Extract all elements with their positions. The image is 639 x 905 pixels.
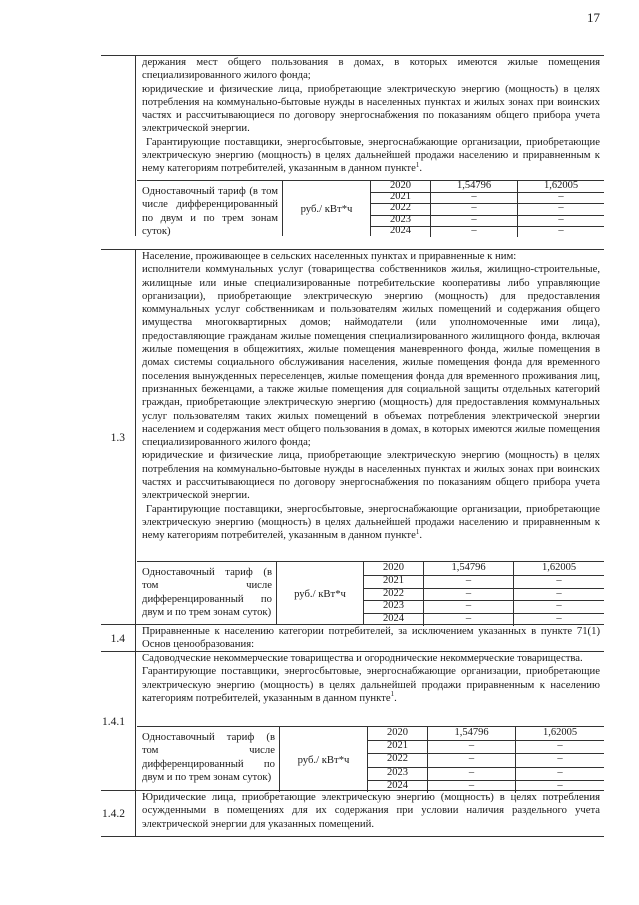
section-body — [137, 625, 604, 652]
section-1-4 — [101, 624, 604, 652]
tariff-year: 2021 — [364, 575, 424, 588]
tariff-year: 2020 — [371, 181, 431, 192]
section-body — [137, 652, 604, 791]
tariff-year: 2022 — [371, 203, 431, 214]
tariff-values — [368, 727, 604, 792]
section-body — [137, 250, 604, 625]
tariff-value-first-half: – — [428, 780, 516, 793]
paragraph: Гарантирующие поставщики, энергосбытовые, энергоснабжающие организации, приобретающие электрическую энергию (мощность) в целях дальнейшей продажи приравненным к населению категориям потребителей, указанным в данном пункте$^1$. — [142, 665, 600, 704]
section-1-3 — [101, 249, 604, 625]
tariff-unit: руб./ кВт*ч — [283, 181, 371, 236]
tariff-value-second-half: – — [557, 753, 563, 765]
paragraph: Гарантирующие поставщики, энергосбытовые, энергоснабжающие организации, приобретающие электрическую энергию (мощность) в целях дальнейшей продажи населению и приравненным к нему категориям потребителей, указанным в данном пункте$^1$. — [142, 502, 600, 542]
tariff-year: 2024 — [364, 613, 424, 626]
paragraph: юридические и физические лица, приобретающие электрическую энергию (мощность) в целях потребления на коммунально-бытовые нужды в населенных пунктах и жилых зонах при воинских частях и рассчитывающиеся по договору энергоснабжения по показаниям общего прибора учета электрической энергии. — [142, 82, 600, 135]
tariff-row — [364, 562, 604, 576]
tariff-row — [364, 588, 604, 602]
section-body — [137, 56, 604, 236]
tariff-year: 2024 — [368, 780, 428, 793]
tariff-value-first-half: 1,54796 — [428, 727, 516, 740]
tariff-value-second-half: – — [556, 587, 562, 599]
tariff-value-second-half: – — [557, 740, 563, 752]
tariff-year: 2023 — [364, 600, 424, 613]
tariff-row — [368, 767, 604, 781]
tariff-unit: руб./ кВт*ч — [277, 562, 364, 625]
tariff-value-second-half: – — [558, 213, 564, 225]
footnote-ref: 1 — [415, 527, 420, 536]
tariff-value-first-half: – — [428, 767, 516, 780]
page-number: 17 — [587, 10, 600, 25]
tariff-value-second-half: – — [558, 224, 564, 236]
tariff-year: 2023 — [371, 215, 431, 226]
section-1-2-continued — [101, 55, 604, 236]
paragraph: Гарантирующие поставщики, энергосбытовые, энергоснабжающие организации, приобретающие электрическую энергию (мощность) в целях дальнейшей продажи населению и приравненным к нему категориям потребителей, указанным в данном пункте$^1$. — [142, 135, 600, 175]
tariff-value-first-half: – — [431, 203, 518, 214]
tariff-value-second-half: 1,62005 — [542, 727, 578, 738]
tariff-values — [371, 181, 604, 236]
tariff-value-second-half: – — [556, 600, 562, 612]
tariff-row — [364, 575, 604, 589]
item-number-cell — [101, 625, 136, 652]
tariff-value-first-half: – — [428, 740, 516, 753]
tariff-year: 2021 — [371, 192, 431, 203]
tariff-value-second-half: – — [556, 574, 562, 586]
tariff-value-first-half: – — [424, 575, 514, 588]
tariff-table — [137, 561, 604, 625]
tariff-description: Одноставочный тариф (в том числе дифференцированный по двум и по трем зонам суток) — [137, 727, 280, 792]
tariff-table — [137, 180, 604, 236]
section-1-4-2 — [101, 790, 604, 837]
footnote-ref: 1 — [415, 160, 420, 169]
tariff-value-second-half: – — [558, 202, 564, 214]
paragraph: Садоводческие некоммерческие товарищества и огороднические некоммерческие товарищества. — [142, 652, 583, 664]
item-number-cell — [101, 652, 136, 791]
tariff-row — [364, 600, 604, 614]
tariff-value-second-half: – — [558, 191, 564, 203]
paragraph: юридические и физические лица, приобретающие электрическую энергию (мощность) в целях потребления на коммунально-бытовые нужды в населенных пунктах и жилых зонах при воинских частях и рассчитывающиеся по договору энергоснабжения по показаниям общего прибора учета электрической энергии. — [142, 449, 600, 502]
item-number-cell — [101, 791, 136, 836]
tariff-value-second-half: – — [557, 766, 563, 778]
section-body — [137, 791, 604, 836]
tariff-value-first-half: – — [431, 226, 518, 237]
item-number: 1.4.1 — [102, 715, 125, 728]
tariff-value-first-half: – — [424, 588, 514, 601]
paragraph: Население, проживающее в сельских населенных пунктах и приравненные к ним: — [142, 250, 517, 262]
tariff-value-first-half: 1,54796 — [424, 562, 514, 575]
tariff-row — [371, 226, 604, 237]
tariff-unit: руб./ кВт*ч — [280, 727, 368, 792]
tariff-value-first-half: – — [424, 613, 514, 626]
tariff-year: 2022 — [368, 753, 428, 766]
tariff-value-second-half: – — [557, 779, 563, 791]
item-number: 1.3 — [110, 431, 125, 444]
tariff-value-first-half: 1,54796 — [431, 181, 518, 192]
tariff-value-second-half: – — [556, 613, 562, 625]
tariff-year: 2022 — [364, 588, 424, 601]
tariff-value-first-half: – — [431, 215, 518, 226]
item-number-cell — [101, 56, 136, 236]
paragraph: Юридические лица, приобретающие электрическую энергию (мощность) в целях потребления осужденными в помещениях для их содержания при условии наличия раздельного учета электрической энергии для указанных помещений. — [142, 791, 600, 830]
tariff-table — [137, 726, 604, 792]
paragraph: исполнители коммунальных услуг (товарищества собственников жилья, жилищно-строительные, жилищные или иные специализированные потребительские кооперативы либо управляющие организации), приобретающие электрическую энергию (мощность) для предоставления коммунальных услуг собственникам и пользователям жилых помещений и содержания общего имущества многоквартирных домов; наймодатели (или уполномоченные ими лица), предоставляющие гражданам жилые помещения специализированного жилищного фонда, включая жилые помещения в общежитиях, жилые помещения маневренного фонда, жилые помещения в домах системы социального обслуживания населения, жилые помещения фонда для временного поселения вынужденных переселенцев, жилые помещения фонда для временного проживания лиц, признанных беженцами, а также жилые помещения для социальной защиты отдельных категорий граждан, приобретающие электрическую энергию (мощность) для предоставления коммунальных услуг пользователям таких жилых помещений в объемах потребления электрической энергии населением и содержания мест общего пользования в домах, в которых имеются жилые помещения специализированного жилого фонда; — [142, 263, 600, 449]
tariff-year: 2020 — [364, 562, 424, 575]
item-number-cell — [101, 250, 136, 625]
tariff-value-first-half: – — [428, 753, 516, 766]
tariff-row — [368, 727, 604, 741]
tariff-value-first-half: – — [431, 192, 518, 203]
tariff-row — [368, 740, 604, 754]
tariff-description: Одноставочный тариф (в том числе дифференцированный по двум и по трем зонам суток) — [137, 562, 277, 625]
tariff-year: 2021 — [368, 740, 428, 753]
footnote-ref: 1 — [390, 690, 395, 699]
tariff-value-first-half: – — [424, 600, 514, 613]
tariff-value-second-half: 1,62005 — [543, 180, 579, 191]
paragraph: держания мест общего пользования в домах, в которых имеются жилые помещения специализированного жилого фонда; — [142, 56, 600, 82]
tariff-description: Одноставочный тариф (в том числе дифференцированный по двум и по трем зонам суток) — [137, 181, 283, 236]
item-number: 1.4.2 — [102, 807, 125, 820]
paragraph: Приравненные к населению категории потребителей, за исключением указанных в пункте 71(1) Основ ценообразования: — [142, 625, 600, 651]
tariff-year: 2023 — [368, 767, 428, 780]
tariff-value-second-half: 1,62005 — [541, 562, 577, 573]
tariff-year: 2020 — [368, 727, 428, 740]
tariff-row — [368, 753, 604, 767]
section-1-4-1 — [101, 651, 604, 791]
tariff-year: 2024 — [371, 226, 431, 237]
tariff-values — [364, 562, 604, 625]
item-number: 1.4 — [110, 632, 125, 645]
